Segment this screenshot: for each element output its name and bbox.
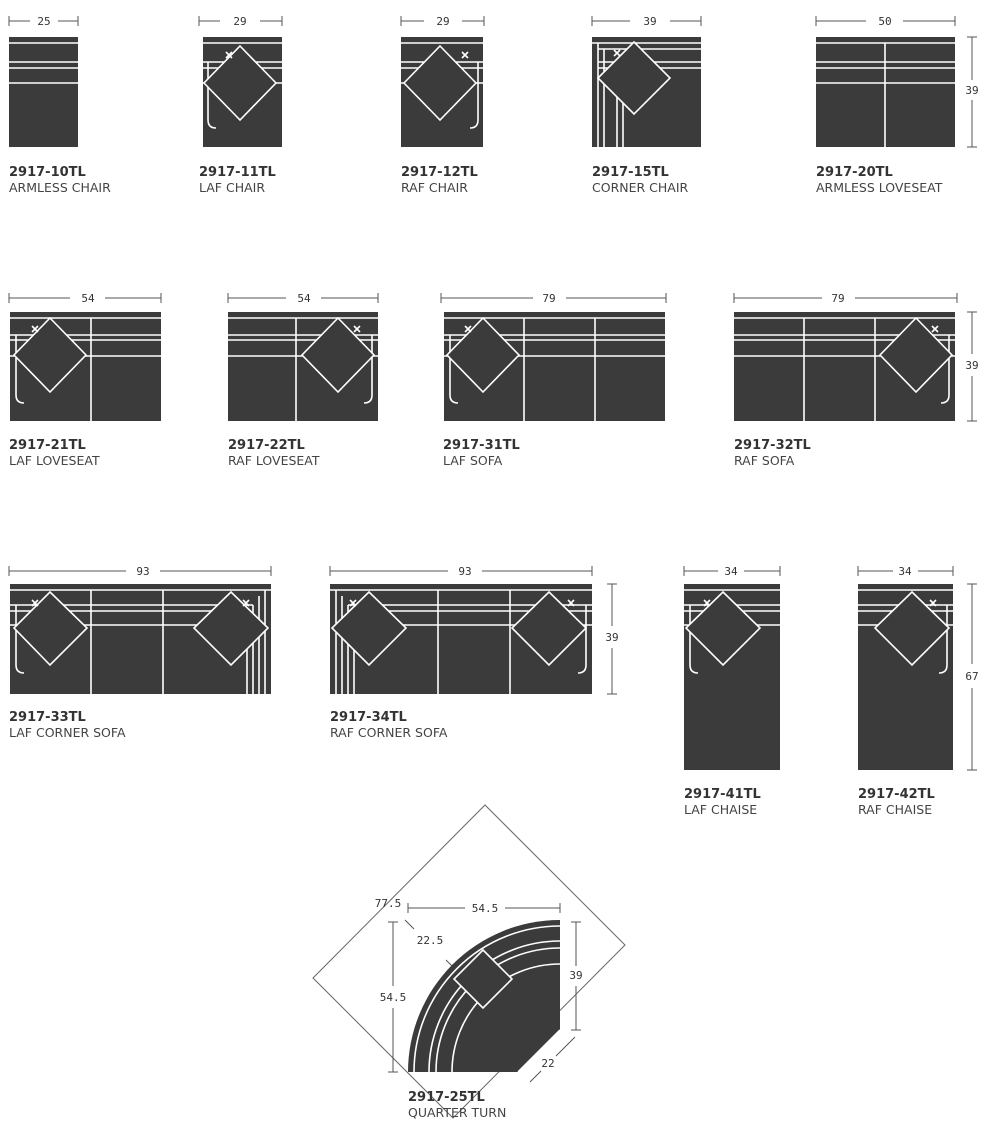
piece-raf-loveseat [228,292,378,468]
model-name: LAF CHAIR [199,180,266,195]
model-code: 2917-22TL [228,438,305,453]
width-dimension [9,565,271,578]
depth-dimension [965,584,978,770]
inner-label: 22.5 [416,934,444,947]
model-name: RAF CHAIR [401,180,468,195]
model-code: 2917-33TL [9,710,86,725]
piece-laf-sofa [441,292,666,468]
piece-laf-loveseat [9,292,161,468]
raf-corner-sofa-icon [330,584,592,694]
model-name: LAF SOFA [443,453,503,468]
depth-label: 39 [965,359,979,372]
armless-loveseat-icon [816,37,955,147]
piece-raf-chair [401,15,484,195]
piece-corner-chair [592,15,701,195]
width-label: 93 [458,565,472,578]
width-dimension [816,15,955,28]
model-code: 2917-11TL [199,165,276,180]
piece-raf-chaise [858,565,979,817]
model-name: RAF CHAISE [858,802,933,817]
width-label: 79 [831,292,845,305]
width-dimension [441,292,666,305]
model-name: LAF CHAISE [684,802,758,817]
model-code: 2917-25TL [408,1090,485,1105]
width-dimension [408,902,560,915]
model-name: RAF CORNER SOFA [330,725,448,740]
width-dimension [9,15,78,28]
width-dimension [228,292,378,305]
model-code: 2917-20TL [816,165,893,180]
width-dimension [684,565,780,578]
model-name: LAF LOVESEAT [9,453,100,468]
model-name: RAF LOVESEAT [228,453,320,468]
width-label: 25 [37,15,51,28]
height-label: 54.5 [379,991,407,1004]
width-label: 29 [436,15,450,28]
width-label: 54 [81,292,95,305]
piece-laf-chair [199,15,282,195]
height-dimension [380,922,407,1072]
raf-chair-icon [401,37,483,147]
model-name: CORNER CHAIR [592,180,689,195]
width-label: 54 [297,292,311,305]
width-label: 54.5 [471,902,499,915]
piece-laf-chaise [684,565,780,817]
laf-sofa-icon [444,312,665,421]
width-dimension [9,292,161,305]
model-code: 2917-10TL [9,165,86,180]
width-label: 34 [724,565,738,578]
width-dimension [858,565,953,578]
width-label: 93 [136,565,150,578]
laf-loveseat-icon [10,312,161,421]
depth-label: 39 [569,969,583,982]
model-code: 2917-21TL [9,438,86,453]
piece-laf-corner-sofa [9,565,271,740]
width-label: 79 [542,292,556,305]
depth-dimension [965,37,978,147]
depth-dimension [605,584,618,694]
model-name: RAF SOFA [734,453,795,468]
width-dimension [734,292,957,305]
piece-raf-sofa [734,292,979,468]
raf-sofa-icon [734,312,955,421]
model-code: 2917-42TL [858,787,935,802]
model-name: ARMLESS LOVESEAT [816,180,943,195]
model-code: 2917-15TL [592,165,669,180]
laf-corner-sofa-icon [10,584,271,694]
width-label: 50 [878,15,892,28]
armless-chair-icon [9,37,78,147]
depth-label: 39 [605,631,619,644]
model-name: ARMLESS CHAIR [9,180,111,195]
diagonal-label: 77.5 [374,897,402,910]
piece-armless-chair [9,15,111,195]
raf-loveseat-icon [228,312,378,421]
width-dimension [592,15,701,28]
piece-raf-corner-sofa [330,565,619,740]
model-code: 2917-32TL [734,438,811,453]
width-label: 34 [898,565,912,578]
raf-chaise-icon [858,584,953,770]
depth-dimension [965,312,978,421]
model-code: 2917-41TL [684,787,761,802]
piece-armless-loveseat [816,15,979,195]
inner-dimension [405,920,458,972]
model-name: QUARTER TURN [408,1105,507,1120]
depth-label: 67 [965,670,979,683]
diagonal-dimension [375,897,402,910]
width-label: 29 [233,15,247,28]
arm-label: 22 [541,1057,555,1070]
width-label: 39 [643,15,657,28]
model-code: 2917-31TL [443,438,520,453]
width-dimension [330,565,592,578]
depth-label: 39 [965,84,979,97]
model-name: LAF CORNER SOFA [9,725,126,740]
model-code: 2917-34TL [330,710,407,725]
model-code: 2917-12TL [401,165,478,180]
corner-chair-icon [592,37,701,147]
laf-chaise-icon [684,584,780,770]
piece-quarter-turn [313,805,625,1120]
depth-dimension [569,922,582,1030]
width-dimension [199,15,282,28]
laf-chair-icon [203,37,282,147]
width-dimension [401,15,484,28]
